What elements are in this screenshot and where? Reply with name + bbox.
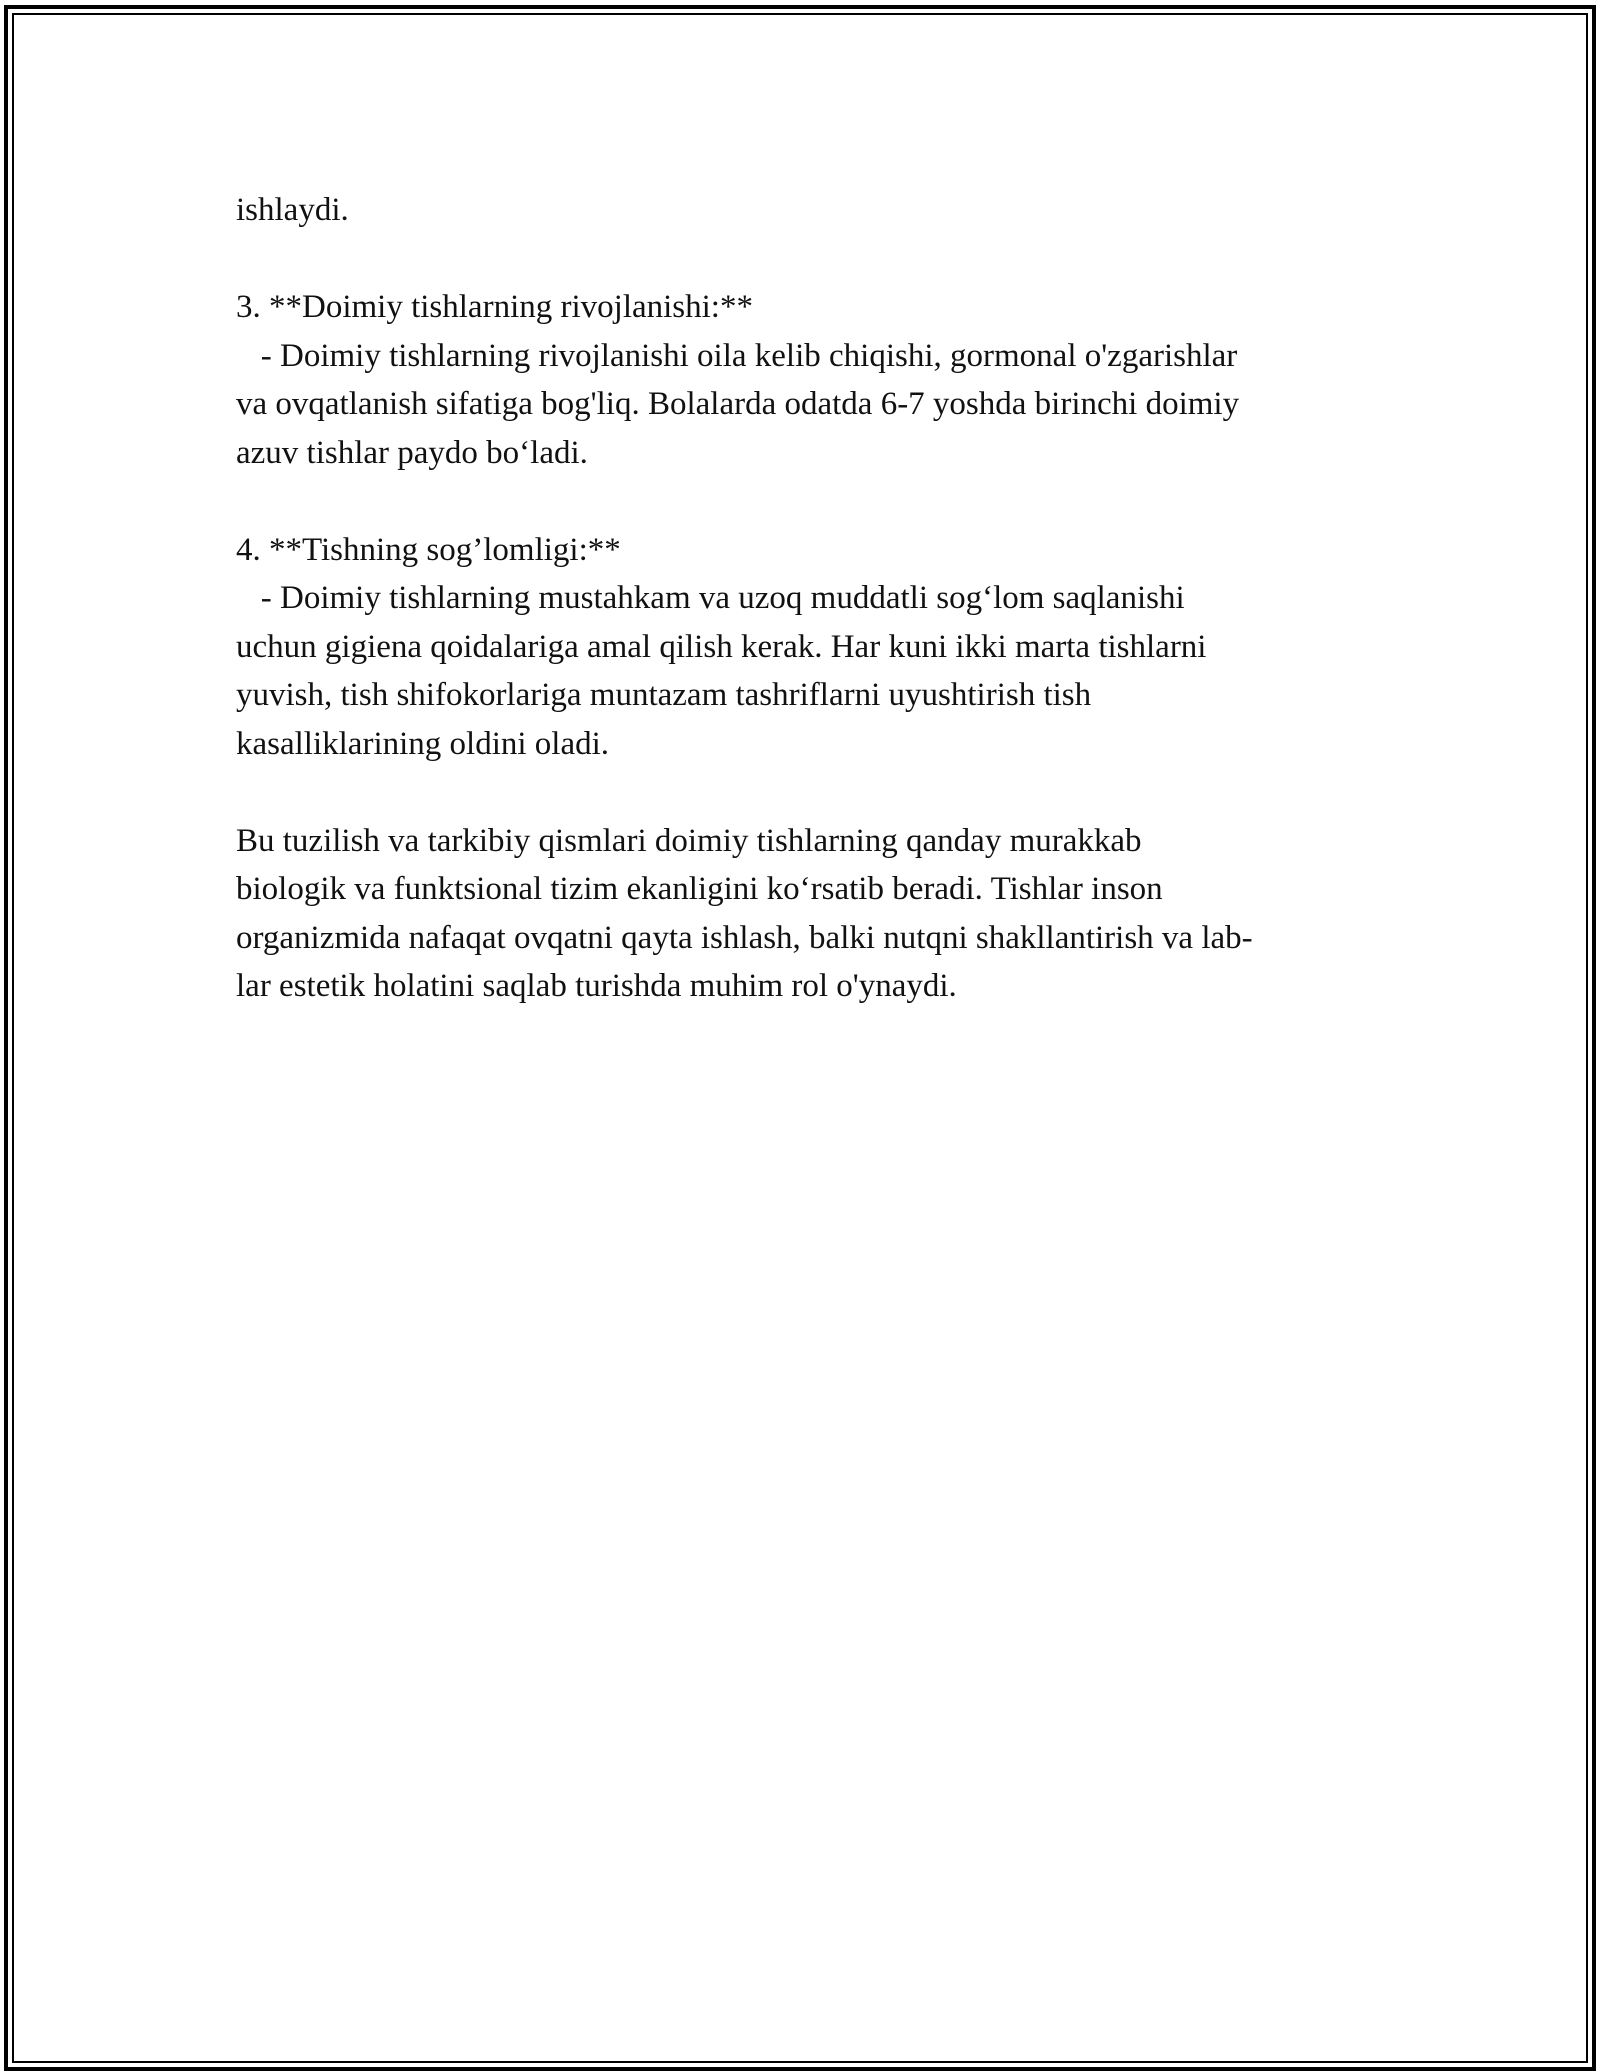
text-line: uchun gigiena qoidalariga amal qilish kerak. Har kuni ikki marta tishlarni [236, 628, 1207, 665]
text-line: - Doimiy tishlarning mustahkam va uzoq muddatli sog‘lom saqlanishi [236, 580, 1185, 616]
document-text [236, 186, 1396, 1011]
blank-line [236, 768, 1396, 817]
text-line: organizmida nafaqat ovqatni qayta ishlash, balki nutqni shakllantirish va lab- [236, 919, 1253, 956]
text-line: ishlaydi. [236, 192, 349, 228]
text-line: va ovqatlanish sifatiga bog'liq. Bolalarda odatda 6-7 yoshda birinchi doimiy [236, 386, 1240, 422]
section-heading: 3. **Doimiy tishlarning rivojlanishi:** [236, 289, 753, 325]
text-line: kasalliklarining oldini oladi. [236, 725, 610, 762]
text-line: lar estetik holatini saqlab turishda muhim rol o'ynaydi. [236, 968, 957, 1004]
text-line: - Doimiy tishlarning rivojlanishi oila kelib chiqishi, gormonal o'zgarishlar [236, 337, 1238, 374]
section-heading: 4. **Tishning sog’lomligi:** [236, 531, 621, 568]
text-line: yuvish, tish shifokorlariga muntazam tashriflarni uyushtirish tish [236, 677, 1092, 713]
blank-line [236, 235, 1396, 284]
text-line: biologik va funktsional tizim ekanligini ko‘rsatib beradi. Tishlar inson [236, 871, 1163, 907]
blank-line [236, 477, 1396, 526]
text-line: Bu tuzilish va tarkibiy qismlari doimiy tishlarning qanday murakkab [236, 822, 1142, 859]
text-line: azuv tishlar paydo bo‘ladi. [236, 434, 588, 471]
